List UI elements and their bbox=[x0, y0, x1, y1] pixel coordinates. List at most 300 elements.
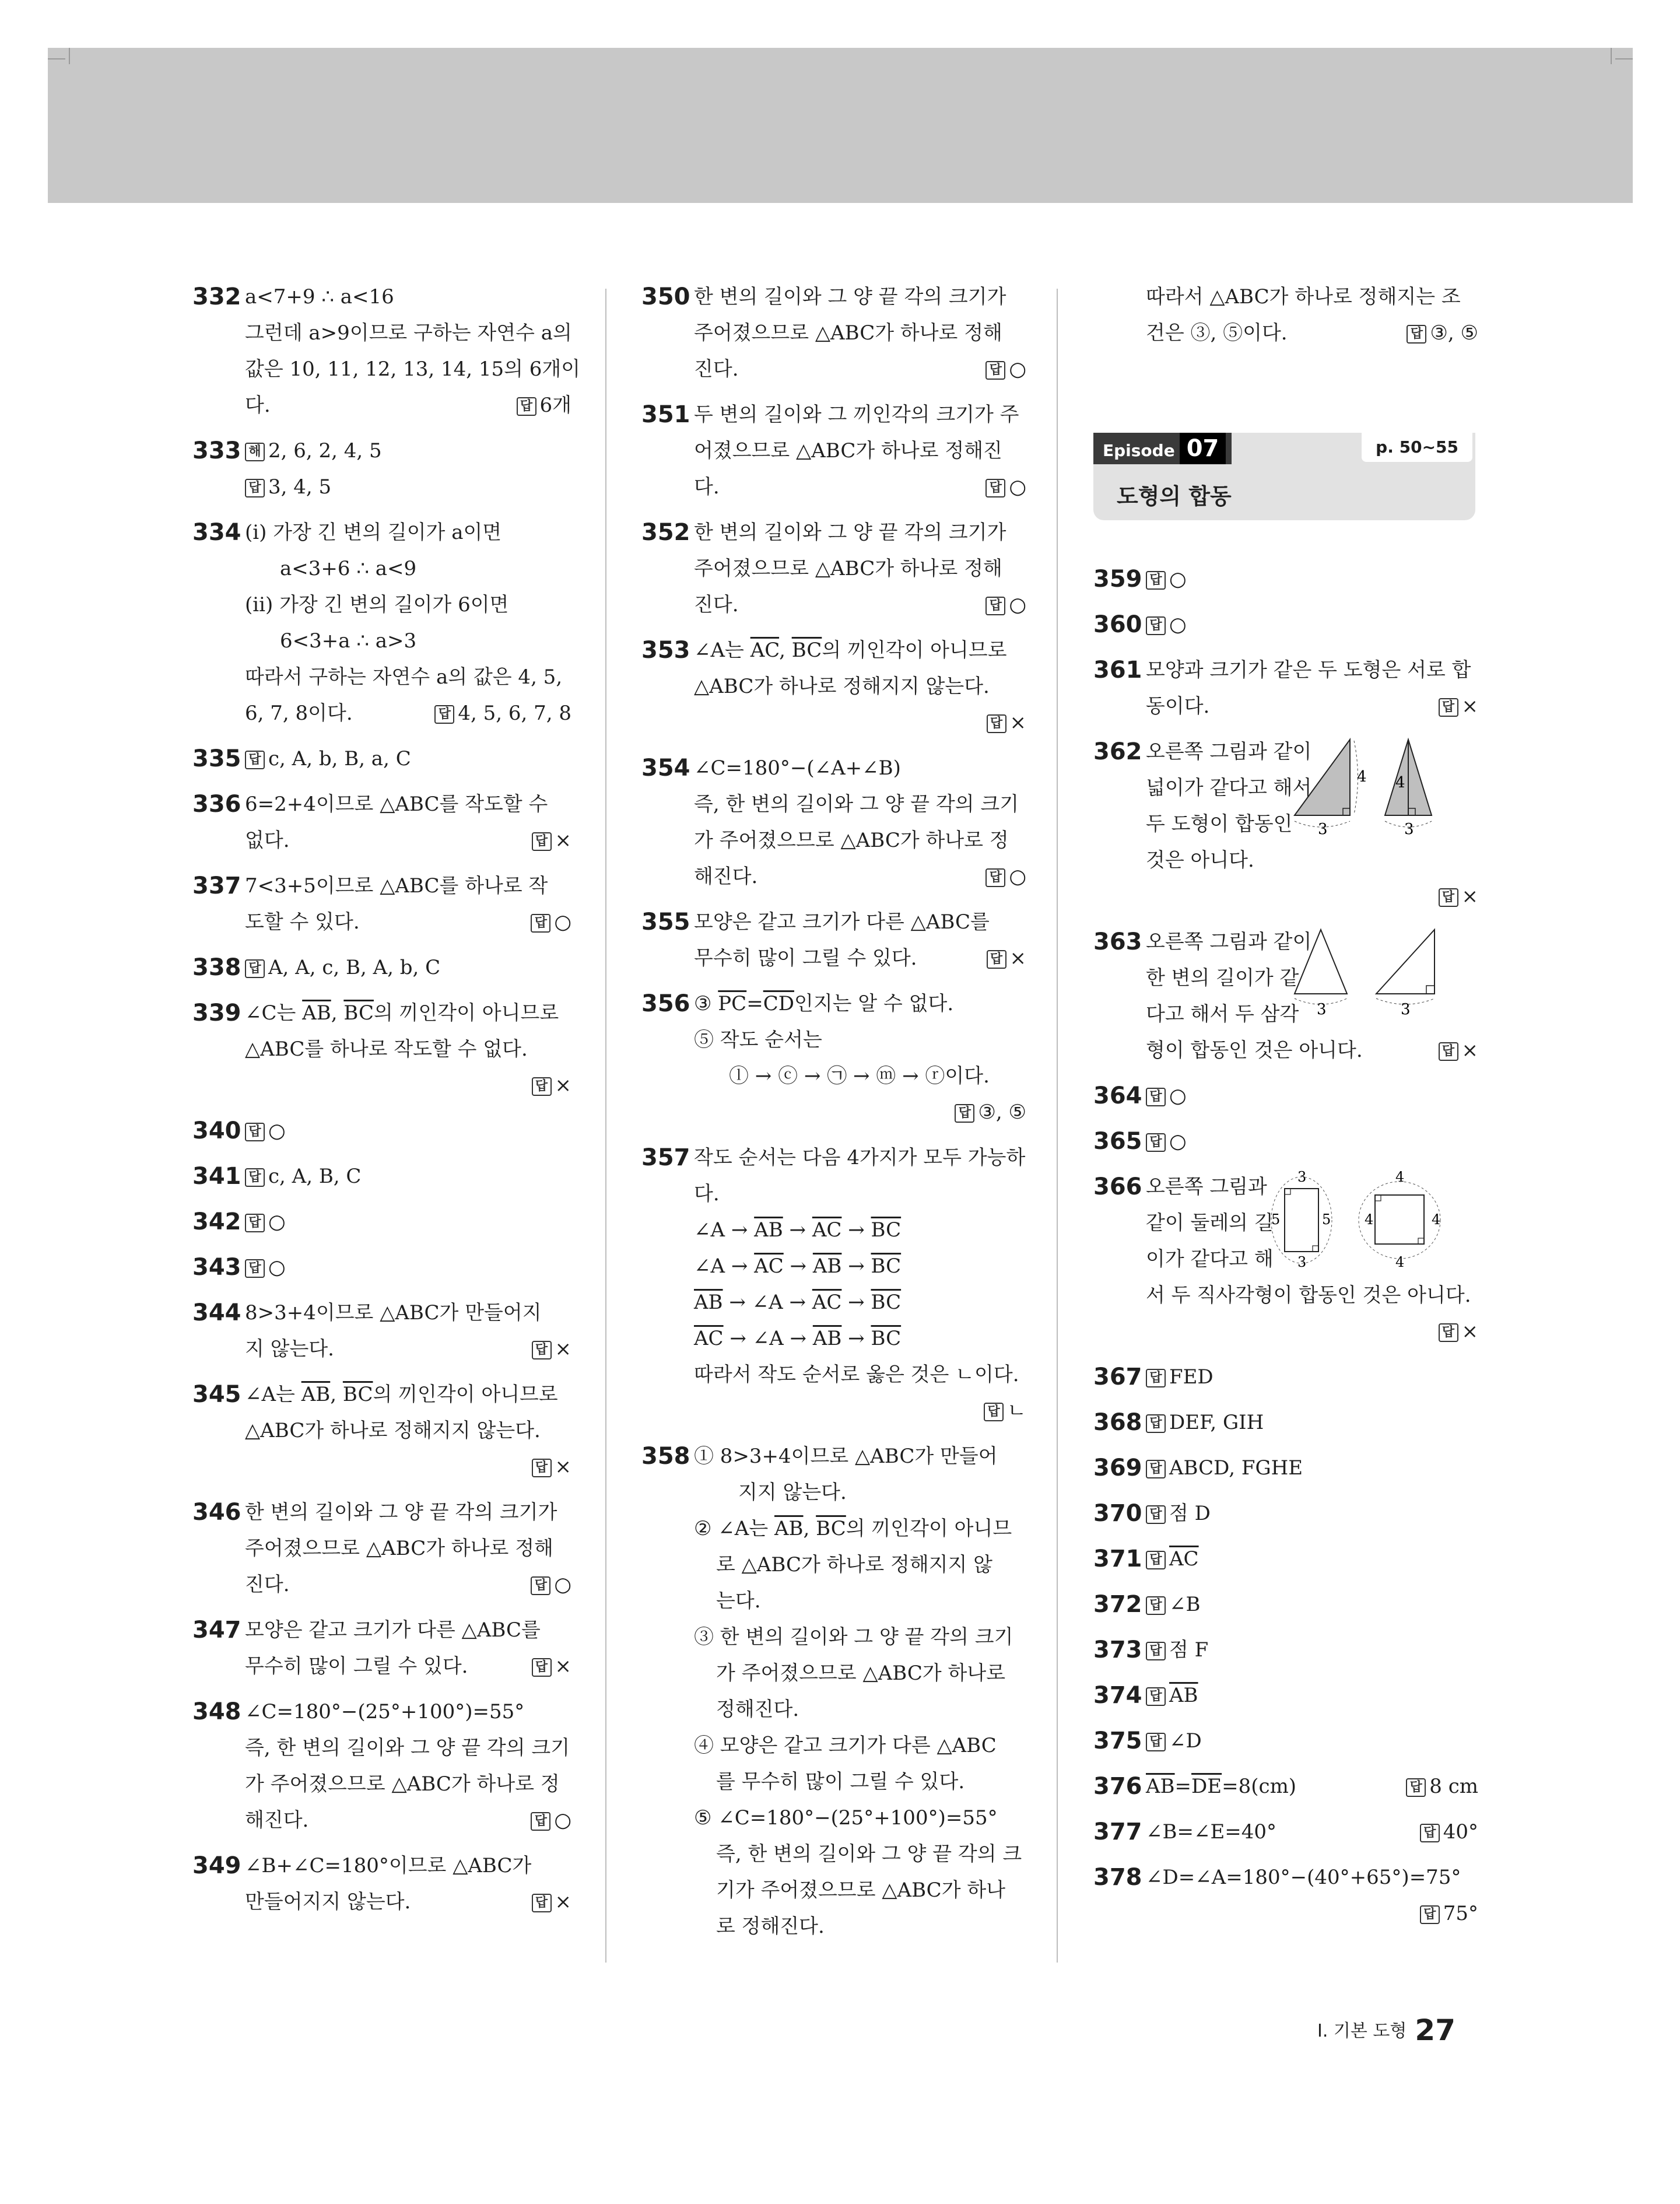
answer: 답 c, A, B, C bbox=[245, 1158, 571, 1194]
answer-icon: 답 bbox=[245, 1168, 265, 1187]
solution-line: ∠C=180°−(∠A+∠B) bbox=[694, 756, 901, 780]
answer-icon: 답 bbox=[434, 705, 454, 724]
svg-text:3: 3 bbox=[1401, 1001, 1411, 1017]
problem-362 bbox=[1093, 734, 1478, 914]
page-footer bbox=[1317, 2013, 1455, 2047]
chapter-title: I. 기본 도형 bbox=[1317, 2021, 1407, 2041]
problem-number: 351 bbox=[641, 401, 690, 428]
answer-icon: 답 bbox=[532, 1459, 552, 1477]
problem-378 bbox=[1093, 1859, 1478, 1932]
problem-366 bbox=[1093, 1169, 1478, 1350]
solution-line: 해진다. 답 ○ bbox=[245, 1802, 571, 1838]
choice-2: ② ∠A는 $\overline{AB}$, $\overline{BC}$의 끼인각이 아니므 로 △ABC가 하나로 정해지지 않 는다. bbox=[694, 1517, 1012, 1613]
problem-number: 349 bbox=[192, 1852, 241, 1879]
answer: 답 ㄴ bbox=[694, 1393, 1026, 1429]
problem-347 bbox=[192, 1612, 571, 1684]
problem-344 bbox=[192, 1295, 571, 1367]
answer-icon: 답 bbox=[1439, 698, 1458, 717]
solution-line: 따라서 작도 순서로 옳은 것은 ㄴ이다. bbox=[694, 1363, 1019, 1386]
problem-number: 377 bbox=[1093, 1818, 1142, 1845]
answer-icon: 답 bbox=[531, 914, 550, 933]
svg-text:5: 5 bbox=[1322, 1211, 1331, 1228]
problem-number: 360 bbox=[1093, 611, 1142, 638]
column-divider bbox=[1057, 289, 1058, 1963]
svg-text:3: 3 bbox=[1297, 1169, 1307, 1185]
answer: 답 ○ bbox=[1146, 1123, 1478, 1159]
answer-icon: 답 bbox=[985, 868, 1005, 887]
svg-text:3: 3 bbox=[1297, 1254, 1307, 1270]
episode-label: Episode 07 bbox=[1093, 433, 1232, 464]
solution-line: (ⅱ) 가장 긴 변의 길이가 6이면 bbox=[245, 593, 509, 616]
answer: 답 ③, ⑤ bbox=[694, 1094, 1026, 1130]
column-1 bbox=[192, 279, 581, 1929]
answer-icon: 답 bbox=[1146, 571, 1166, 590]
problem-number: 335 bbox=[192, 745, 241, 772]
solution-line: ∠A는 $\overline{AC}$, $\overline{BC}$의 끼인각이 아니므로 bbox=[694, 639, 1007, 662]
problem-number: 336 bbox=[192, 791, 241, 818]
answer: 답 × bbox=[1439, 1032, 1479, 1068]
solution-line: ∠D=∠A=180°−(40°+65°)=75° bbox=[1146, 1866, 1461, 1889]
problem-359 bbox=[1093, 561, 1478, 597]
problem-351 bbox=[641, 397, 1026, 505]
solution-line: (ⅰ) 가장 긴 변의 길이가 a이면 bbox=[245, 521, 502, 544]
problem-340 bbox=[192, 1113, 571, 1149]
solution-line: 같이 둘레의 길 bbox=[1146, 1211, 1274, 1235]
problem-number: 375 bbox=[1093, 1728, 1142, 1754]
problem-number: 364 bbox=[1093, 1082, 1142, 1109]
answer: 답 ○ bbox=[1146, 607, 1478, 643]
problem-369 bbox=[1093, 1450, 1478, 1486]
answer-icon: 답 bbox=[531, 1576, 550, 1595]
problem-number: 334 bbox=[192, 519, 241, 546]
problem-number: 363 bbox=[1093, 928, 1142, 955]
problem-number: 362 bbox=[1093, 738, 1142, 765]
answer-icon: 답 bbox=[245, 959, 265, 978]
answer-icon: 답 bbox=[1146, 1642, 1166, 1660]
answer: 답 × bbox=[694, 705, 1026, 741]
solution-line: 가 주어졌으므로 △ABC가 하나로 정 bbox=[245, 1772, 560, 1796]
solution-line: 그런데 a>9이므로 구하는 자연수 a의 bbox=[245, 321, 572, 345]
solution-line: a<3+6 ∴ a<9 bbox=[280, 557, 417, 580]
svg-text:4: 4 bbox=[1357, 768, 1367, 786]
problem-number: 350 bbox=[641, 283, 690, 310]
answer-icon: 답 bbox=[1439, 888, 1458, 907]
solution-line: 6, 7, 8이다. 답 4, 5, 6, 7, 8 bbox=[245, 695, 571, 731]
problem-333 bbox=[192, 433, 571, 505]
answer: 답 ○ bbox=[531, 1567, 571, 1603]
answer: 답 DEF, GIH bbox=[1146, 1404, 1478, 1441]
solution-line: 모양은 같고 크기가 다른 △ABC를 bbox=[694, 910, 990, 934]
problem-number: 342 bbox=[192, 1208, 241, 1235]
answer-icon: 답 bbox=[245, 1123, 265, 1141]
solution-line: 6<3+a ∴ a>3 bbox=[280, 629, 417, 653]
problem-352 bbox=[641, 514, 1026, 623]
solution-line: 넓이가 같다고 해서 bbox=[1146, 776, 1312, 800]
problem-number: 353 bbox=[641, 637, 690, 664]
problem-343 bbox=[192, 1249, 571, 1285]
problem-number: 378 bbox=[1093, 1864, 1142, 1891]
solution-line: 진다. 답 ○ bbox=[694, 587, 1026, 623]
answer-icon: 답 bbox=[245, 751, 265, 769]
answer: 답 $\overline{AB}$ bbox=[1146, 1677, 1478, 1714]
problem-373 bbox=[1093, 1632, 1478, 1668]
answer: 답 ○ bbox=[985, 469, 1026, 505]
problem-number: 368 bbox=[1093, 1409, 1142, 1436]
answer: 답 8 cm bbox=[1406, 1768, 1478, 1804]
solution-line: 것은 아니다. bbox=[1146, 849, 1254, 872]
answer: 답 6개 bbox=[517, 387, 571, 423]
problem-336 bbox=[192, 786, 571, 859]
answer-icon: 답 bbox=[1146, 1505, 1166, 1524]
solution-line: 만들어지지 않는다. 답 × bbox=[245, 1884, 571, 1920]
solution-line: 이가 같다고 해 bbox=[1146, 1248, 1274, 1271]
solution-line: 진다. 답 ○ bbox=[694, 351, 1026, 387]
construction-order: ∠A → $\overline{AB} \to \overline{AC} \to \overline{BC}$ bbox=[694, 1218, 902, 1242]
answer-icon: 답 bbox=[985, 361, 1005, 380]
answer: 답 c, A, b, B, a, C bbox=[245, 741, 571, 777]
solution-line: 건은 ③, ⑤이다. 답 ③, ⑤ bbox=[1146, 315, 1478, 351]
solution-line: 다. 답 ○ bbox=[694, 469, 1026, 505]
solution-line: 다. bbox=[694, 1182, 720, 1206]
answer: 답 × bbox=[1146, 878, 1478, 914]
solution-line: 모양은 같고 크기가 다른 △ABC를 bbox=[245, 1618, 541, 1642]
solution-line: 어졌으므로 △ABC가 하나로 정해진 bbox=[694, 439, 1002, 462]
answer-icon: 답 bbox=[1420, 1824, 1440, 1842]
solution-line: 형이 합동인 것은 아니다. 답 × bbox=[1146, 1032, 1478, 1068]
answer-icon: 답 bbox=[987, 714, 1006, 733]
problem-368 bbox=[1093, 1404, 1478, 1441]
answer-icon: 답 bbox=[1407, 325, 1426, 344]
solution-line: 7<3+5이므로 △ABC를 하나로 작 bbox=[245, 874, 548, 898]
solution-line: 다. 답 6개 bbox=[245, 387, 571, 423]
answer-icon: 답 bbox=[1439, 1323, 1458, 1342]
problem-number: 374 bbox=[1093, 1682, 1142, 1709]
solution-line: ⓛ → ⓒ → ㉠ → ⓜ → ⓡ이다. bbox=[729, 1064, 990, 1088]
solution-line: 진다. 답 ○ bbox=[245, 1567, 571, 1603]
problem-376 bbox=[1093, 1768, 1478, 1804]
answer-icon: 답 bbox=[517, 397, 536, 416]
answer: 답 × bbox=[1439, 688, 1479, 724]
solution-line: ∠B+∠C=180°이므로 △ABC가 bbox=[245, 1854, 532, 1877]
answer-icon: 답 bbox=[1146, 1596, 1166, 1615]
problem-370 bbox=[1093, 1495, 1478, 1532]
solution-line: 다고 해서 두 삼각 bbox=[1146, 1003, 1299, 1026]
solution-line: 한 변의 길이와 그 양 끝 각의 크기가 bbox=[694, 521, 1006, 544]
problem-number: 333 bbox=[192, 437, 241, 464]
crop-mark bbox=[1611, 48, 1612, 64]
solution-line: ∠B=∠E=40° 답 40° bbox=[1146, 1814, 1478, 1850]
answer-icon: 답 bbox=[531, 1812, 550, 1831]
answer-icon: 답 bbox=[1420, 1905, 1440, 1924]
answer-icon: 답 bbox=[984, 1403, 1004, 1421]
answer: 답 ○ bbox=[531, 1802, 571, 1838]
problem-356 bbox=[641, 986, 1026, 1130]
answer-icon: 답 bbox=[1146, 1460, 1166, 1478]
problem-number: 338 bbox=[192, 954, 241, 981]
crop-mark bbox=[1615, 58, 1633, 59]
problem-374 bbox=[1093, 1677, 1478, 1714]
answer: 답 × bbox=[1146, 1313, 1478, 1350]
answer: 답 40° bbox=[1420, 1814, 1478, 1850]
solution-line: ∠A는 $\overline{AB}$, $\overline{BC}$의 끼인각이 아니므로 bbox=[245, 1383, 558, 1406]
answer: 답 × bbox=[245, 1449, 571, 1485]
answer-icon: 답 bbox=[1146, 1733, 1166, 1751]
answer-icon: 답 bbox=[532, 832, 552, 851]
answer-icon: 답 bbox=[1146, 616, 1166, 635]
problem-number: 372 bbox=[1093, 1591, 1142, 1618]
answer: 답 ○ bbox=[1146, 1078, 1478, 1114]
episode-title: 도형의 합동 bbox=[1117, 483, 1232, 509]
answer: 답 ○ bbox=[1146, 561, 1478, 597]
problem-number: 357 bbox=[641, 1144, 690, 1171]
problem-number: 361 bbox=[1093, 657, 1142, 684]
solution-line: 동이다. 답 × bbox=[1146, 688, 1478, 724]
choice-3: ③ 한 변의 길이와 그 양 끝 각의 크기 가 주어졌으므로 △ABC가 하나로 정해진다. bbox=[694, 1625, 1013, 1721]
solution-line: 오른쪽 그림과 bbox=[1146, 1175, 1267, 1199]
answer-icon: 답 bbox=[1439, 1042, 1458, 1061]
answer-icon: 답 bbox=[532, 1077, 552, 1096]
answer: 답 × bbox=[532, 1648, 572, 1684]
problem-337 bbox=[192, 868, 571, 940]
svg-text:4: 4 bbox=[1395, 1169, 1405, 1185]
problem-number: 373 bbox=[1093, 1637, 1142, 1663]
problem-363 bbox=[1093, 924, 1478, 1068]
problem-334 bbox=[192, 514, 571, 731]
problem-number: 376 bbox=[1093, 1773, 1142, 1800]
problem-355 bbox=[641, 904, 1026, 976]
solution-line: 주어졌으므로 △ABC가 하나로 정해 bbox=[694, 557, 1002, 580]
column-divider bbox=[605, 289, 606, 1963]
solution-line: △ABC가 하나로 정해지지 않는다. bbox=[694, 675, 990, 698]
construction-order: $\overline{AC}$ → ∠A → $\overline{AB} \to \overline{BC}$ bbox=[694, 1327, 902, 1350]
solution-line: 한 변의 길이와 그 양 끝 각의 크기가 bbox=[245, 1501, 557, 1524]
problem-365 bbox=[1093, 1123, 1478, 1159]
solution-line: ∠C=180°−(25°+100°)=55° bbox=[245, 1700, 525, 1723]
problem-number: 367 bbox=[1093, 1364, 1142, 1390]
solution-icon: 해 bbox=[245, 443, 265, 461]
solution-line: 없다. 답 × bbox=[245, 822, 571, 859]
answer: 답 ③, ⑤ bbox=[1407, 315, 1478, 351]
problem-number: 347 bbox=[192, 1617, 241, 1644]
problem-number: 359 bbox=[1093, 566, 1142, 593]
problem-332 bbox=[192, 279, 581, 423]
solution-line: 따라서 △ABC가 하나로 정해지는 조 bbox=[1146, 285, 1461, 309]
problem-371 bbox=[1093, 1541, 1478, 1577]
column-3 bbox=[1093, 279, 1478, 1941]
answer-icon: 답 bbox=[1146, 1687, 1166, 1706]
answer-icon: 답 bbox=[955, 1104, 974, 1123]
problem-360 bbox=[1093, 607, 1478, 643]
equal-area-triangles-figure bbox=[1289, 734, 1440, 836]
problem-number: 345 bbox=[192, 1381, 241, 1408]
solution-line: 가 주어졌으므로 △ABC가 하나로 정 bbox=[694, 829, 1009, 852]
answer-icon: 답 bbox=[1146, 1551, 1166, 1569]
answer: 답 ○ bbox=[245, 1113, 571, 1149]
answer: 답 ∠B bbox=[1146, 1586, 1478, 1623]
problem-number: 356 bbox=[641, 990, 690, 1017]
answer: 답 ○ bbox=[245, 1249, 571, 1285]
answer: 답 × bbox=[532, 822, 572, 859]
problem-number: 354 bbox=[641, 755, 690, 782]
problem-358 bbox=[641, 1438, 1026, 1944]
solution-line: a<7+9 ∴ a<16 bbox=[245, 285, 394, 309]
problem-357 bbox=[641, 1140, 1026, 1429]
svg-text:3: 3 bbox=[1318, 821, 1328, 836]
problem-number: 365 bbox=[1093, 1128, 1142, 1155]
solution-line: $\overline{AB}=\overline{DE}=8(cm)$ 답 8 cm bbox=[1146, 1768, 1478, 1804]
choice-4: ④ 모양은 같고 크기가 다른 △ABC 를 무수히 많이 그릴 수 있다. bbox=[694, 1734, 997, 1793]
solution-line: 주어졌으므로 △ABC가 하나로 정해 bbox=[694, 321, 1002, 345]
solution-line: 도할 수 있다. 답 ○ bbox=[245, 904, 571, 940]
problem-367 bbox=[1093, 1359, 1478, 1395]
answer: 답 75° bbox=[1146, 1895, 1478, 1932]
problem-349 bbox=[192, 1848, 571, 1920]
problem-342 bbox=[192, 1204, 571, 1240]
episode-header bbox=[1093, 433, 1478, 520]
solution-line: 따라서 구하는 자연수 a의 값은 4, 5, bbox=[245, 665, 563, 689]
svg-text:5: 5 bbox=[1271, 1211, 1281, 1228]
problem-number: 344 bbox=[192, 1299, 241, 1326]
answer: 답 ○ bbox=[985, 859, 1026, 895]
equal-perimeter-rectangles-figure bbox=[1268, 1169, 1449, 1271]
episode-number: 07 bbox=[1180, 433, 1226, 464]
problem-372 bbox=[1093, 1586, 1478, 1623]
problem-number: 352 bbox=[641, 519, 690, 546]
problem-345 bbox=[192, 1376, 571, 1485]
problem-number: 346 bbox=[192, 1499, 241, 1526]
problem-number: 348 bbox=[192, 1698, 241, 1725]
solution-line: 무수히 많이 그릴 수 있다. 답 × bbox=[245, 1648, 571, 1684]
solution-line: 즉, 한 변의 길이와 그 양 끝 각의 크기 bbox=[694, 793, 1019, 816]
problem-335 bbox=[192, 741, 571, 777]
answer-icon: 답 bbox=[1146, 1414, 1166, 1433]
solution-line: ⑤ 작도 순서는 bbox=[694, 1028, 822, 1052]
solution-line: 한 변의 길이와 그 양 끝 각의 크기가 bbox=[694, 285, 1006, 309]
answer: 답 ○ bbox=[985, 351, 1026, 387]
crop-mark bbox=[48, 58, 65, 59]
choice-1: ① 8>3+4이므로 △ABC가 만들어 지지 않는다. bbox=[694, 1445, 998, 1504]
solution-line: 해 2, 6, 2, 4, 5 bbox=[245, 433, 571, 469]
column-2 bbox=[641, 279, 1026, 1954]
answer: 답 점 F bbox=[1146, 1632, 1478, 1668]
solution-line: 한 변의 길이가 같 bbox=[1146, 966, 1299, 990]
answer-icon: 답 bbox=[1146, 1369, 1166, 1387]
problem-361 bbox=[1093, 652, 1478, 724]
problem-338 bbox=[192, 949, 571, 986]
answer-icon: 답 bbox=[985, 479, 1005, 497]
problem-number: 332 bbox=[192, 283, 241, 310]
problem-350 bbox=[641, 279, 1026, 387]
answer-icon: 답 bbox=[532, 1341, 552, 1359]
solution-line: 두 변의 길이와 그 끼인각의 크기가 주 bbox=[694, 403, 1019, 426]
solution-line: 무수히 많이 그릴 수 있다. 답 × bbox=[694, 940, 1026, 976]
equal-side-triangles-figure bbox=[1289, 924, 1446, 1017]
solution-line: 모양과 크기가 같은 두 도형은 서로 합 bbox=[1146, 658, 1471, 682]
answer-icon: 답 bbox=[245, 1214, 265, 1232]
answer-icon: 답 bbox=[245, 1259, 265, 1278]
solution-line: △ABC가 하나로 정해지지 않는다. bbox=[245, 1419, 541, 1442]
answer-icon: 답 bbox=[1146, 1088, 1166, 1106]
header-band bbox=[48, 48, 1633, 203]
construction-order: $\overline{AB}$ → ∠A → $\overline{AC} \to \overline{BC}$ bbox=[694, 1291, 902, 1314]
answer: 답 $\overline{AC}$ bbox=[1146, 1541, 1478, 1577]
problem-number: 370 bbox=[1093, 1500, 1142, 1527]
svg-text:3: 3 bbox=[1404, 821, 1414, 836]
choice-5: ⑤ ∠C=180°−(25°+100°)=55° 즉, 한 변의 길이와 그 양 끝 각의 크 기가 주어졌으므로 △ABC가 하나 로 정해진다. bbox=[694, 1806, 1022, 1938]
answer: 답 ∠D bbox=[1146, 1723, 1478, 1759]
problem-339 bbox=[192, 995, 571, 1103]
answer-icon: 답 bbox=[532, 1894, 552, 1912]
answer-icon: 답 bbox=[985, 597, 1005, 615]
svg-text:4: 4 bbox=[1395, 774, 1405, 791]
answer: 답 ○ bbox=[531, 904, 571, 940]
problem-358-continued bbox=[1093, 279, 1478, 351]
answer: 답 ABCD, FGHE bbox=[1146, 1450, 1478, 1486]
problem-number: 366 bbox=[1093, 1173, 1142, 1200]
answer: 답 4, 5, 6, 7, 8 bbox=[434, 695, 571, 731]
problem-number: 371 bbox=[1093, 1546, 1142, 1572]
answer-icon: 답 bbox=[245, 479, 265, 497]
problem-number: 340 bbox=[192, 1117, 241, 1144]
problem-number: 343 bbox=[192, 1254, 241, 1281]
solution-line: 값은 10, 11, 12, 13, 14, 15의 6개이 bbox=[245, 358, 581, 381]
answer: 답 × bbox=[532, 1331, 572, 1367]
answer: 답 × bbox=[987, 940, 1027, 976]
answer-icon: 답 bbox=[532, 1658, 552, 1677]
episode-pages: p. 50~55 bbox=[1362, 433, 1472, 462]
solution-line: 8>3+4이므로 △ABC가 만들어지 bbox=[245, 1301, 542, 1324]
solution-line: ③ $\overline{PC}=\overline{CD}$인지는 알 수 없다. bbox=[694, 992, 954, 1015]
problem-353 bbox=[641, 632, 1026, 741]
problem-number: 339 bbox=[192, 1000, 241, 1026]
solution-line: 즉, 한 변의 길이와 그 양 끝 각의 크기 bbox=[245, 1736, 570, 1760]
answer: 답 A, A, c, B, A, b, C bbox=[245, 949, 571, 986]
svg-text:4: 4 bbox=[1432, 1211, 1441, 1228]
solution-line: 주어졌으므로 △ABC가 하나로 정해 bbox=[245, 1537, 553, 1560]
problem-number: 369 bbox=[1093, 1455, 1142, 1481]
solution-line: 해진다. 답 ○ bbox=[694, 859, 1026, 895]
solution-line: 서 두 직사각형이 합동인 것은 아니다. bbox=[1146, 1284, 1471, 1307]
problem-number: 341 bbox=[192, 1163, 241, 1190]
problem-341 bbox=[192, 1158, 571, 1194]
construction-order: ∠A → $\overline{AC} \to \overline{AB} \to \overline{BC}$ bbox=[694, 1255, 902, 1278]
problem-364 bbox=[1093, 1078, 1478, 1114]
answer: 답 FED bbox=[1146, 1359, 1478, 1395]
svg-text:3: 3 bbox=[1317, 1001, 1327, 1017]
svg-text:4: 4 bbox=[1395, 1254, 1405, 1270]
answer: 답 × bbox=[532, 1884, 572, 1920]
solution-line: 오른쪽 그림과 같이 bbox=[1146, 930, 1312, 954]
solution-line: 지 않는다. 답 × bbox=[245, 1331, 571, 1367]
problem-375 bbox=[1093, 1723, 1478, 1759]
answer-icon: 답 bbox=[1406, 1778, 1426, 1797]
problem-number: 355 bbox=[641, 909, 690, 935]
answer: 답 ○ bbox=[985, 587, 1026, 623]
crop-mark bbox=[69, 48, 70, 64]
answer: 답 점 D bbox=[1146, 1495, 1478, 1532]
page-number: 27 bbox=[1415, 2013, 1455, 2047]
solution-line: 오른쪽 그림과 같이 bbox=[1146, 740, 1312, 763]
problem-number: 358 bbox=[641, 1443, 690, 1470]
answer: 답 3, 4, 5 bbox=[245, 469, 571, 505]
problem-348 bbox=[192, 1694, 571, 1838]
answer-icon: 답 bbox=[987, 950, 1006, 969]
problem-354 bbox=[641, 750, 1026, 895]
solution-line: 6=2+4이므로 △ABC를 작도할 수 bbox=[245, 793, 548, 816]
solution-line: 두 도형이 합동인 bbox=[1146, 812, 1293, 836]
answer-icon: 답 bbox=[1146, 1133, 1166, 1152]
solution-line: △ABC를 하나로 작도할 수 없다. bbox=[245, 1038, 528, 1061]
